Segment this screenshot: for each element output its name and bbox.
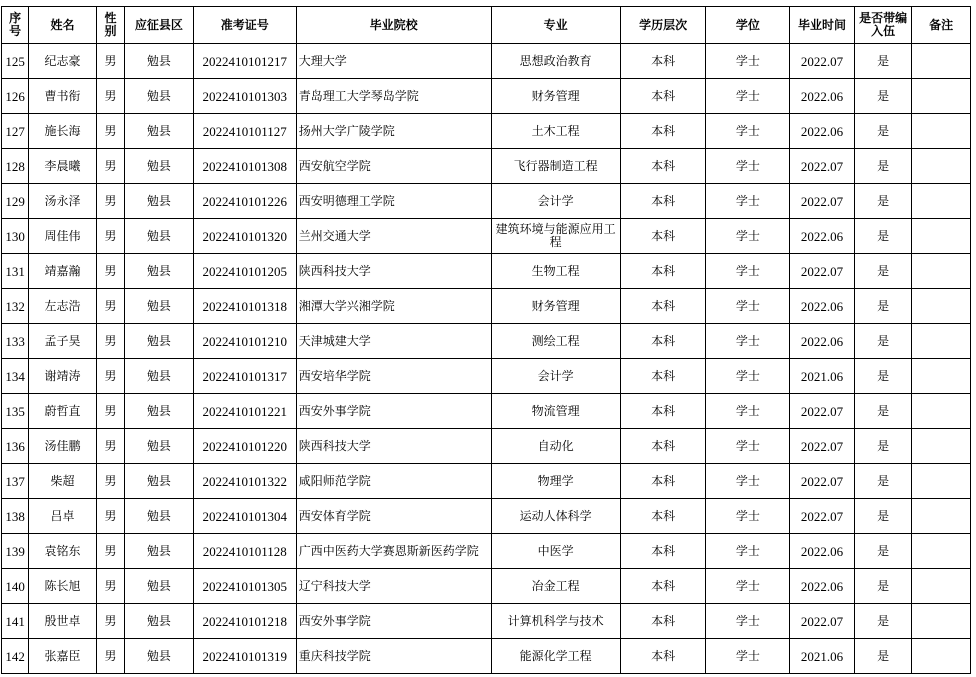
header-remarks: 备注 — [912, 7, 971, 44]
cell-exam-no: 2022410101319 — [193, 639, 296, 674]
cell-remarks — [912, 219, 971, 254]
cell-degree: 学士 — [706, 324, 790, 359]
cell-county: 勉县 — [125, 429, 194, 464]
table-row — [2, 324, 971, 359]
cell-major: 财务管理 — [491, 289, 620, 324]
cell-school: 扬州大学广陵学院 — [296, 114, 491, 149]
cell-school: 西安体育学院 — [296, 499, 491, 534]
cell-exam-no: 2022410101317 — [193, 359, 296, 394]
table-row — [2, 569, 971, 604]
table-row — [2, 254, 971, 289]
cell-remarks — [912, 499, 971, 534]
header-degree: 学位 — [706, 7, 790, 44]
cell-major: 计算机科学与技术 — [491, 604, 620, 639]
cell-with-quota: 是 — [854, 429, 912, 464]
cell-major: 中医学 — [491, 534, 620, 569]
cell-remarks — [912, 184, 971, 219]
cell-with-quota: 是 — [854, 499, 912, 534]
cell-degree: 学士 — [706, 44, 790, 79]
cell-level: 本科 — [620, 464, 706, 499]
cell-with-quota: 是 — [854, 149, 912, 184]
cell-name: 施长海 — [29, 114, 97, 149]
cell-grad-time: 2022.07 — [790, 499, 855, 534]
cell-school: 兰州交通大学 — [296, 219, 491, 254]
cell-index: 130 — [2, 219, 29, 254]
table-row — [2, 534, 971, 569]
cell-with-quota: 是 — [854, 254, 912, 289]
cell-gender: 男 — [96, 44, 124, 79]
cell-remarks — [912, 149, 971, 184]
header-index: 序号 — [2, 7, 29, 44]
cell-exam-no: 2022410101303 — [193, 79, 296, 114]
cell-with-quota: 是 — [854, 394, 912, 429]
cell-level: 本科 — [620, 499, 706, 534]
cell-gender: 男 — [96, 499, 124, 534]
cell-remarks — [912, 464, 971, 499]
cell-index: 136 — [2, 429, 29, 464]
table-row — [2, 44, 971, 79]
cell-with-quota: 是 — [854, 569, 912, 604]
cell-major: 飞行器制造工程 — [491, 149, 620, 184]
cell-grad-time: 2022.06 — [790, 569, 855, 604]
cell-index: 135 — [2, 394, 29, 429]
cell-degree: 学士 — [706, 639, 790, 674]
cell-county: 勉县 — [125, 184, 194, 219]
cell-school: 西安明德理工学院 — [296, 184, 491, 219]
header-grad-time: 毕业时间 — [790, 7, 855, 44]
cell-level: 本科 — [620, 359, 706, 394]
cell-gender: 男 — [96, 324, 124, 359]
cell-gender: 男 — [96, 464, 124, 499]
cell-school: 西安培华学院 — [296, 359, 491, 394]
page — [1, 6, 976, 674]
cell-level: 本科 — [620, 79, 706, 114]
cell-index: 137 — [2, 464, 29, 499]
table-row — [2, 184, 971, 219]
cell-index: 129 — [2, 184, 29, 219]
cell-level: 本科 — [620, 44, 706, 79]
cell-remarks — [912, 324, 971, 359]
cell-remarks — [912, 359, 971, 394]
cell-grad-time: 2022.07 — [790, 149, 855, 184]
cell-school: 辽宁科技大学 — [296, 569, 491, 604]
cell-degree: 学士 — [706, 149, 790, 184]
cell-exam-no: 2022410101218 — [193, 604, 296, 639]
cell-major: 自动化 — [491, 429, 620, 464]
cell-gender: 男 — [96, 429, 124, 464]
cell-gender: 男 — [96, 184, 124, 219]
cell-major: 能源化学工程 — [491, 639, 620, 674]
cell-remarks — [912, 429, 971, 464]
cell-exam-no: 2022410101127 — [193, 114, 296, 149]
cell-index: 131 — [2, 254, 29, 289]
cell-grad-time: 2022.07 — [790, 44, 855, 79]
cell-index: 133 — [2, 324, 29, 359]
cell-gender: 男 — [96, 114, 124, 149]
cell-remarks — [912, 604, 971, 639]
cell-school: 广西中医药大学赛恩斯新医药学院 — [296, 534, 491, 569]
table-row — [2, 359, 971, 394]
cell-gender: 男 — [96, 254, 124, 289]
cell-grad-time: 2022.06 — [790, 324, 855, 359]
cell-grad-time: 2022.06 — [790, 289, 855, 324]
cell-gender: 男 — [96, 79, 124, 114]
cell-county: 勉县 — [125, 219, 194, 254]
cell-level: 本科 — [620, 639, 706, 674]
cell-name: 周佳伟 — [29, 219, 97, 254]
cell-name: 曹书衔 — [29, 79, 97, 114]
cell-level: 本科 — [620, 604, 706, 639]
cell-level: 本科 — [620, 254, 706, 289]
cell-name: 吕卓 — [29, 499, 97, 534]
table-row — [2, 429, 971, 464]
cell-grad-time: 2022.07 — [790, 254, 855, 289]
table-row — [2, 114, 971, 149]
cell-index: 134 — [2, 359, 29, 394]
cell-degree: 学士 — [706, 394, 790, 429]
cell-with-quota: 是 — [854, 79, 912, 114]
cell-gender: 男 — [96, 149, 124, 184]
table-body — [2, 44, 971, 674]
cell-name: 柴超 — [29, 464, 97, 499]
cell-gender: 男 — [96, 639, 124, 674]
cell-level: 本科 — [620, 289, 706, 324]
cell-exam-no: 2022410101217 — [193, 44, 296, 79]
cell-level: 本科 — [620, 394, 706, 429]
cell-remarks — [912, 289, 971, 324]
cell-county: 勉县 — [125, 254, 194, 289]
cell-degree: 学士 — [706, 184, 790, 219]
header-exam-no: 准考证号 — [193, 7, 296, 44]
cell-level: 本科 — [620, 534, 706, 569]
cell-name: 谢靖涛 — [29, 359, 97, 394]
header-county: 应征县区 — [125, 7, 194, 44]
cell-grad-time: 2022.07 — [790, 394, 855, 429]
cell-level: 本科 — [620, 569, 706, 604]
cell-level: 本科 — [620, 324, 706, 359]
cell-name: 张嘉臣 — [29, 639, 97, 674]
cell-exam-no: 2022410101318 — [193, 289, 296, 324]
enlistment-table — [1, 6, 971, 674]
cell-index: 127 — [2, 114, 29, 149]
cell-gender: 男 — [96, 604, 124, 639]
cell-name: 李晨曦 — [29, 149, 97, 184]
cell-degree: 学士 — [706, 254, 790, 289]
cell-index: 132 — [2, 289, 29, 324]
cell-exam-no: 2022410101308 — [193, 149, 296, 184]
cell-remarks — [912, 114, 971, 149]
cell-name: 汤永泽 — [29, 184, 97, 219]
cell-index: 128 — [2, 149, 29, 184]
cell-remarks — [912, 394, 971, 429]
table-row — [2, 289, 971, 324]
cell-remarks — [912, 534, 971, 569]
cell-major: 会计学 — [491, 184, 620, 219]
cell-school: 西安外事学院 — [296, 394, 491, 429]
cell-index: 142 — [2, 639, 29, 674]
cell-level: 本科 — [620, 114, 706, 149]
cell-gender: 男 — [96, 569, 124, 604]
cell-major: 测绘工程 — [491, 324, 620, 359]
cell-county: 勉县 — [125, 149, 194, 184]
cell-county: 勉县 — [125, 359, 194, 394]
cell-major: 运动人体科学 — [491, 499, 620, 534]
header-row — [2, 7, 971, 44]
cell-exam-no: 2022410101322 — [193, 464, 296, 499]
cell-exam-no: 2022410101220 — [193, 429, 296, 464]
header-gender: 性别 — [96, 7, 124, 44]
cell-level: 本科 — [620, 184, 706, 219]
cell-county: 勉县 — [125, 464, 194, 499]
cell-exam-no: 2022410101221 — [193, 394, 296, 429]
cell-remarks — [912, 254, 971, 289]
cell-degree: 学士 — [706, 79, 790, 114]
cell-grad-time: 2021.06 — [790, 359, 855, 394]
cell-county: 勉县 — [125, 394, 194, 429]
cell-school: 陕西科技大学 — [296, 429, 491, 464]
cell-name: 靖嘉瀚 — [29, 254, 97, 289]
cell-school: 咸阳师范学院 — [296, 464, 491, 499]
cell-level: 本科 — [620, 429, 706, 464]
cell-degree: 学士 — [706, 219, 790, 254]
cell-degree: 学士 — [706, 534, 790, 569]
cell-major: 建筑环境与能源应用工程 — [491, 219, 620, 254]
cell-grad-time: 2022.07 — [790, 184, 855, 219]
cell-degree: 学士 — [706, 114, 790, 149]
cell-grad-time: 2022.06 — [790, 79, 855, 114]
cell-major: 物流管理 — [491, 394, 620, 429]
cell-county: 勉县 — [125, 534, 194, 569]
table-row — [2, 79, 971, 114]
cell-school: 陕西科技大学 — [296, 254, 491, 289]
cell-school: 青岛理工大学琴岛学院 — [296, 79, 491, 114]
cell-school: 西安外事学院 — [296, 604, 491, 639]
cell-major: 生物工程 — [491, 254, 620, 289]
cell-county: 勉县 — [125, 114, 194, 149]
cell-name: 陈长旭 — [29, 569, 97, 604]
cell-major: 会计学 — [491, 359, 620, 394]
header-name: 姓名 — [29, 7, 97, 44]
cell-county: 勉县 — [125, 569, 194, 604]
cell-major: 物理学 — [491, 464, 620, 499]
cell-county: 勉县 — [125, 324, 194, 359]
cell-degree: 学士 — [706, 569, 790, 604]
cell-exam-no: 2022410101304 — [193, 499, 296, 534]
cell-grad-time: 2022.07 — [790, 464, 855, 499]
table-row — [2, 604, 971, 639]
cell-grad-time: 2022.06 — [790, 534, 855, 569]
cell-exam-no: 2022410101320 — [193, 219, 296, 254]
cell-name: 蔚哲直 — [29, 394, 97, 429]
cell-remarks — [912, 44, 971, 79]
table-row — [2, 499, 971, 534]
header-with-quota: 是否带编入伍 — [854, 7, 912, 44]
cell-with-quota: 是 — [854, 604, 912, 639]
cell-level: 本科 — [620, 219, 706, 254]
cell-name: 汤佳鹏 — [29, 429, 97, 464]
table-row — [2, 219, 971, 254]
cell-grad-time: 2022.06 — [790, 114, 855, 149]
cell-index: 138 — [2, 499, 29, 534]
table-row — [2, 464, 971, 499]
cell-major: 思想政治教育 — [491, 44, 620, 79]
cell-exam-no: 2022410101128 — [193, 534, 296, 569]
cell-degree: 学士 — [706, 464, 790, 499]
cell-with-quota: 是 — [854, 114, 912, 149]
cell-with-quota: 是 — [854, 44, 912, 79]
cell-with-quota: 是 — [854, 534, 912, 569]
cell-with-quota: 是 — [854, 324, 912, 359]
table-row — [2, 639, 971, 674]
cell-index: 141 — [2, 604, 29, 639]
cell-school: 天津城建大学 — [296, 324, 491, 359]
cell-school: 重庆科技学院 — [296, 639, 491, 674]
cell-with-quota: 是 — [854, 639, 912, 674]
cell-county: 勉县 — [125, 604, 194, 639]
cell-major: 冶金工程 — [491, 569, 620, 604]
cell-school: 湘潭大学兴湘学院 — [296, 289, 491, 324]
cell-grad-time: 2022.06 — [790, 219, 855, 254]
cell-major: 土木工程 — [491, 114, 620, 149]
cell-exam-no: 2022410101226 — [193, 184, 296, 219]
cell-index: 125 — [2, 44, 29, 79]
cell-grad-time: 2021.06 — [790, 639, 855, 674]
cell-gender: 男 — [96, 394, 124, 429]
cell-county: 勉县 — [125, 44, 194, 79]
table-row — [2, 394, 971, 429]
cell-gender: 男 — [96, 289, 124, 324]
cell-name: 孟子昊 — [29, 324, 97, 359]
cell-gender: 男 — [96, 359, 124, 394]
cell-county: 勉县 — [125, 639, 194, 674]
cell-exam-no: 2022410101210 — [193, 324, 296, 359]
cell-county: 勉县 — [125, 79, 194, 114]
cell-school: 西安航空学院 — [296, 149, 491, 184]
cell-with-quota: 是 — [854, 184, 912, 219]
cell-index: 140 — [2, 569, 29, 604]
cell-major: 财务管理 — [491, 79, 620, 114]
cell-degree: 学士 — [706, 604, 790, 639]
cell-index: 139 — [2, 534, 29, 569]
cell-name: 袁铭东 — [29, 534, 97, 569]
cell-remarks — [912, 569, 971, 604]
cell-name: 纪志豪 — [29, 44, 97, 79]
table-row — [2, 149, 971, 184]
cell-name: 左志浩 — [29, 289, 97, 324]
cell-degree: 学士 — [706, 359, 790, 394]
cell-degree: 学士 — [706, 429, 790, 464]
cell-county: 勉县 — [125, 499, 194, 534]
cell-grad-time: 2022.07 — [790, 604, 855, 639]
cell-exam-no: 2022410101205 — [193, 254, 296, 289]
cell-exam-no: 2022410101305 — [193, 569, 296, 604]
cell-index: 126 — [2, 79, 29, 114]
header-major: 专业 — [491, 7, 620, 44]
cell-grad-time: 2022.07 — [790, 429, 855, 464]
cell-degree: 学士 — [706, 499, 790, 534]
cell-gender: 男 — [96, 534, 124, 569]
header-school: 毕业院校 — [296, 7, 491, 44]
cell-level: 本科 — [620, 149, 706, 184]
cell-with-quota: 是 — [854, 219, 912, 254]
cell-gender: 男 — [96, 219, 124, 254]
cell-remarks — [912, 79, 971, 114]
cell-degree: 学士 — [706, 289, 790, 324]
cell-with-quota: 是 — [854, 464, 912, 499]
cell-name: 殷世卓 — [29, 604, 97, 639]
cell-remarks — [912, 639, 971, 674]
cell-with-quota: 是 — [854, 289, 912, 324]
cell-school: 大理大学 — [296, 44, 491, 79]
cell-county: 勉县 — [125, 289, 194, 324]
header-level: 学历层次 — [620, 7, 706, 44]
cell-with-quota: 是 — [854, 359, 912, 394]
